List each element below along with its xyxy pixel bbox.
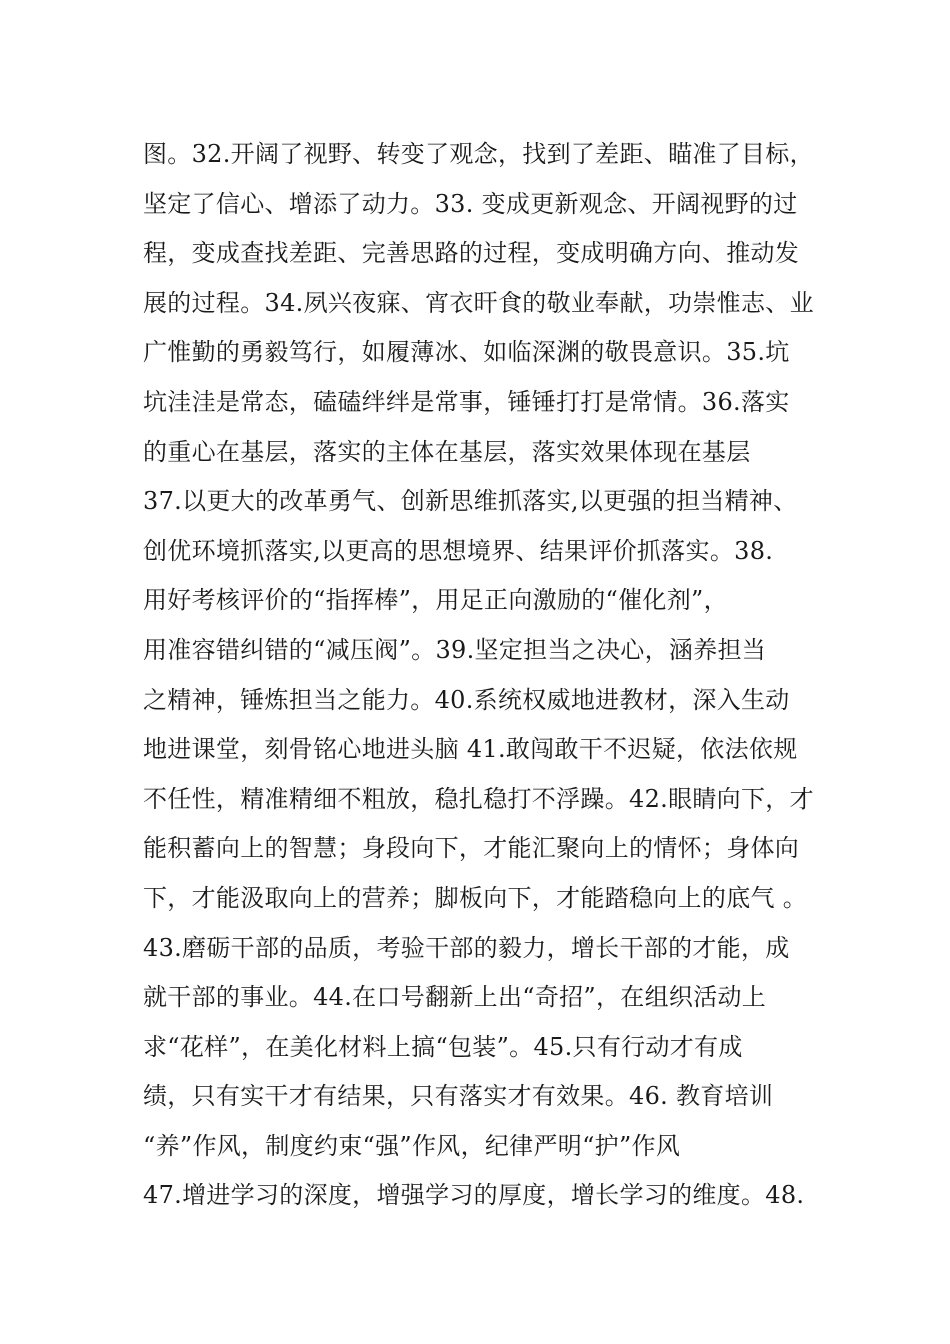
text-line: 下，才能汲取向上的营养；脚板向下，才能踏稳向上的底气 。 xyxy=(143,883,808,912)
text-line: 能积蓄向上的智慧；身段向下，才能汇聚向上的情怀；身体向 xyxy=(143,834,800,863)
text-line: 求“花样”，在美化材料上搞“包装”。45.只有行动才有成 xyxy=(143,1032,743,1061)
text-line: 37.以更大的改革勇气、创新思维抓落实,以更强的担当精神、 xyxy=(143,487,798,516)
text-line: 的重心在基层，落实的主体在基层，落实效果体现在基层 xyxy=(143,437,751,466)
text-line: 之精神，锤炼担当之能力。40.系统权威地进教材，深入生动 xyxy=(143,685,790,714)
text-line: 就干部的事业。44.在口号翻新上出“奇招”，在组织活动上 xyxy=(143,983,767,1012)
text-line: 43.磨砺干部的品质，考验干部的毅力，增长干部的才能，成 xyxy=(143,933,790,962)
text-line: 47.增进学习的深度，增强学习的厚度，增长学习的维度。48. xyxy=(143,1181,805,1210)
text-line: 地进课堂，刻骨铭心地进头脑 41.敢闯敢干不迟疑，依法依规 xyxy=(143,735,798,764)
text-line: 绩，只有实干才有结果，只有落实才有效果。46. 教育培训 xyxy=(143,1082,774,1111)
text-line: 用好考核评价的“指挥棒”，用足正向激励的“催化剂”， xyxy=(143,586,728,615)
text-line: “养”作风，制度约束“强”作风，纪律严明“护”作风 xyxy=(143,1131,681,1160)
text-line: 坑洼洼是常态，磕磕绊绊是常事，锤锤打打是常情。36.落实 xyxy=(143,387,790,416)
text-line: 图。32.开阔了视野、转变了观念，找到了差距、瞄准了目标， xyxy=(143,140,814,168)
text-line: 用准容错纠错的“减压阀”。39.坚定担当之决心，涵养担当 xyxy=(143,635,767,664)
text-line: 广惟勤的勇毅笃行，如履薄冰、如临深渊的敬畏意识。35.坑 xyxy=(143,338,790,367)
text-line: 不任性，精准精细不粗放，稳扎稳打不浮躁。42.眼睛向下，才 xyxy=(143,784,814,813)
body-text xyxy=(143,130,823,1221)
text-line: 坚定了信心、增添了动力。33. 变成更新观念、开阔视野的过 xyxy=(143,189,798,218)
text-line: 程，变成查找差距、完善思路的过程，变成明确方向、推动发 xyxy=(143,239,800,268)
text-line: 展的过程。34.夙兴夜寐、宵衣旰食的敬业奉献，功崇惟志、业 xyxy=(143,288,814,317)
text-line: 创优环境抓落实,以更高的思想境界、结果评价抓落实。38. xyxy=(143,536,774,565)
